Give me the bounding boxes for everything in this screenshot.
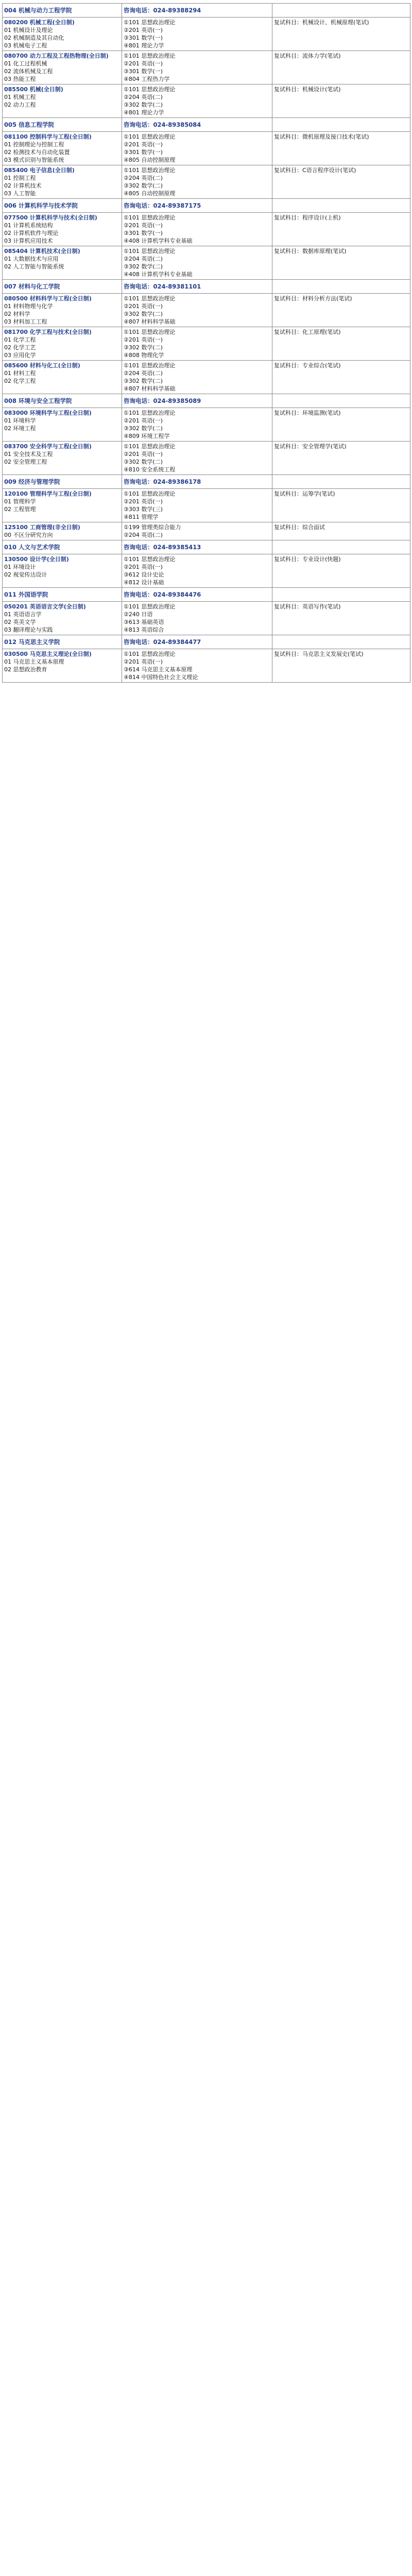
college-name: 007 材料与化工学院 (4, 282, 60, 290)
exam-subject: ④805 自动控制原理 (124, 157, 176, 163)
research-direction: 02 材料学 (4, 311, 30, 317)
research-direction: 02 英美文学 (4, 619, 36, 625)
college-name: 006 计算机科学与技术学院 (4, 201, 78, 209)
exam-subject: ①101 思想政治理论 (124, 603, 176, 610)
college-phone-label: 咨询电话： (124, 590, 153, 598)
retest-note: 复试科目：环境监测(笔试) (274, 410, 341, 416)
major-row (3, 361, 410, 394)
exam-subject: ③614 马克思主义基本原理 (124, 666, 193, 673)
exam-subject: ③302 数学(二) (124, 344, 163, 351)
research-direction: 01 化工过程机械 (4, 60, 47, 67)
research-direction: 02 计算机技术 (4, 182, 42, 189)
major-title: 125100 工商管理(非全日制) (4, 524, 80, 531)
major-cell (3, 294, 122, 327)
research-direction: 01 安全技术及工程 (4, 451, 53, 457)
retest-note: 复试科目：微机原理及接口技术(笔试) (274, 133, 369, 140)
major-row (3, 213, 410, 246)
major-title: 081700 化学工程与技术(全日制) (4, 329, 92, 335)
major-title: 085600 材料与化工(全日制) (4, 362, 80, 369)
major-cell (3, 442, 122, 475)
college-name-cell (3, 280, 122, 294)
exam-subject: ④813 英语综合 (124, 626, 164, 633)
retest-note: 复试科目：程序设计(上机) (274, 214, 341, 221)
retest-note: 复试科目：数据库原理(笔试) (274, 248, 347, 255)
exam-subject: ②204 英语(二) (124, 256, 163, 262)
exam-cell (122, 327, 272, 361)
retest-note: 复试科目：英语写作(笔试) (274, 603, 341, 610)
research-direction: 01 马克思主义基本原理 (4, 658, 64, 665)
college-phone-cell (122, 540, 272, 554)
exam-subject: ③302 数学(二) (124, 425, 163, 432)
college-empty-cell (272, 199, 410, 213)
note-cell (272, 84, 410, 118)
major-title: 077500 计算机科学与技术(全日制) (4, 214, 97, 221)
research-direction: 03 材料加工工程 (4, 318, 47, 325)
college-phone: 024-89388294 (153, 6, 201, 14)
college-phone-cell (122, 394, 272, 408)
exam-subject: ③302 数学(二) (124, 311, 163, 317)
major-row (3, 51, 410, 84)
college-name-cell (3, 588, 122, 602)
exam-cell (122, 132, 272, 165)
note-cell (272, 132, 410, 165)
exam-subject: ①101 思想政治理论 (124, 214, 176, 221)
exam-subject: ②201 英语(一) (124, 498, 163, 505)
college-phone: 024-89386178 (153, 478, 201, 485)
major-row (3, 294, 410, 327)
major-row (3, 408, 410, 442)
note-cell (272, 602, 410, 635)
major-title: 120100 管理科学与工程(全日制) (4, 490, 92, 497)
exam-subject: ④811 管理学 (124, 514, 159, 520)
exam-subject: ①101 思想政治理论 (124, 167, 176, 174)
major-cell (3, 522, 122, 540)
exam-cell (122, 489, 272, 522)
major-title: 080200 机械工程(全日制) (4, 19, 75, 26)
major-title: 083700 安全科学与工程(全日制) (4, 443, 92, 450)
research-direction: 03 翻译理论与实践 (4, 626, 53, 633)
major-title: 030500 马克思主义理论(全日制) (4, 651, 92, 657)
research-direction: 01 英语语言学 (4, 611, 42, 618)
research-direction: 01 控制理论与控制工程 (4, 141, 64, 148)
retest-note: 复试科目：专业综合(笔试) (274, 362, 341, 369)
major-cell (3, 165, 122, 199)
college-phone-label: 咨询电话： (124, 543, 153, 551)
research-direction: 01 管理科学 (4, 498, 36, 505)
exam-subject: ②201 英语(一) (124, 564, 163, 570)
exam-cell (122, 84, 272, 118)
major-cell (3, 489, 122, 522)
major-row (3, 327, 410, 361)
major-title: 085404 计算机技术(全日制) (4, 248, 80, 255)
exam-subject: ③612 设计史论 (124, 571, 164, 578)
major-cell (3, 246, 122, 280)
research-direction: 03 机械电子工程 (4, 42, 47, 49)
major-cell (3, 602, 122, 635)
exam-subject: ①101 思想政治理论 (124, 651, 176, 657)
exam-cell (122, 442, 272, 475)
college-name: 011 外国语学院 (4, 590, 48, 598)
exam-subject: ④812 设计基础 (124, 579, 164, 586)
college-phone: 024-89381101 (153, 282, 201, 290)
exam-subject: ④809 环境工程学 (124, 433, 170, 439)
research-direction: 01 环境设计 (4, 564, 36, 570)
major-cell (3, 18, 122, 51)
exam-cell (122, 554, 272, 588)
research-direction: 02 工程管理 (4, 506, 36, 513)
college-phone-label: 咨询电话： (124, 121, 153, 128)
research-direction: 01 机械设计及理论 (4, 27, 53, 33)
major-row (3, 442, 410, 475)
note-cell (272, 246, 410, 280)
major-cell (3, 51, 122, 84)
exam-subject: ①101 思想政治理论 (124, 556, 176, 563)
research-direction: 02 流体机械及工程 (4, 68, 53, 75)
note-cell (272, 408, 410, 442)
exam-subject: ③302 数学(二) (124, 182, 163, 189)
exam-subject: ①101 思想政治理论 (124, 490, 176, 497)
research-direction: 01 材料工程 (4, 370, 36, 377)
college-phone: 024-89384476 (153, 590, 201, 598)
note-cell (272, 554, 410, 588)
major-row (3, 165, 410, 199)
college-name: 009 经济与管理学院 (4, 478, 60, 485)
exam-subject: ③301 数学(一) (124, 230, 163, 236)
research-direction: 01 计算机系统结构 (4, 222, 53, 229)
exam-subject: ②204 英语(二) (124, 532, 163, 538)
note-cell (272, 442, 410, 475)
exam-subject: ④408 计算机学科专业基础 (124, 238, 193, 244)
retest-note: 复试科目：机械设计(笔试) (274, 86, 341, 93)
note-cell (272, 294, 410, 327)
exam-subject: ②204 英语(二) (124, 175, 163, 181)
research-direction: 03 人工智能 (4, 190, 36, 197)
major-cell (3, 132, 122, 165)
research-direction: 00 不区分研究方向 (4, 532, 53, 538)
exam-cell (122, 18, 272, 51)
research-direction: 02 人工智能与智能系统 (4, 263, 64, 270)
major-cell (3, 84, 122, 118)
retest-note: 复试科目：C语言程序设计(笔试) (274, 167, 356, 174)
major-row (3, 602, 410, 635)
major-title: 050201 英语语言文学(全日制) (4, 603, 86, 610)
major-row (3, 132, 410, 165)
college-phone: 024-89385084 (153, 121, 201, 128)
exam-subject: ②201 英语(一) (124, 336, 163, 343)
college-phone: 024-89385089 (153, 397, 201, 404)
research-direction: 01 化学工程 (4, 336, 36, 343)
major-row (3, 522, 410, 540)
exam-subject: ④805 自动控制原理 (124, 190, 176, 197)
exam-subject: ②201 英语(一) (124, 60, 163, 67)
college-phone-label: 咨询电话： (124, 282, 153, 290)
exam-cell (122, 408, 272, 442)
research-direction: 01 机械工程 (4, 94, 36, 100)
exam-subject: ④801 理论力学 (124, 42, 164, 49)
exam-subject: ②240 日语 (124, 611, 153, 618)
college-header-row (3, 4, 410, 18)
college-name-cell (3, 635, 122, 649)
college-phone-cell (122, 199, 272, 213)
exam-subject: ③303 数学(三) (124, 506, 163, 513)
research-direction: 03 计算机应用技术 (4, 238, 53, 244)
retest-note: 复试科目：综合面试 (274, 524, 325, 531)
college-phone-cell (122, 280, 272, 294)
college-phone: 024-89384477 (153, 638, 201, 646)
research-direction: 02 机械制造及其自动化 (4, 35, 64, 41)
college-name-cell (3, 199, 122, 213)
exam-subject: ①101 思想政治理论 (124, 443, 176, 450)
exam-cell (122, 51, 272, 84)
note-cell (272, 51, 410, 84)
exam-subject: ①101 思想政治理论 (124, 362, 176, 369)
college-name-cell (3, 475, 122, 489)
major-title: 085400 电子信息(全日制) (4, 167, 75, 174)
exam-subject: ①101 思想政治理论 (124, 53, 176, 59)
college-phone-cell (122, 475, 272, 489)
college-header-row (3, 118, 410, 132)
note-cell (272, 649, 410, 683)
note-cell (272, 327, 410, 361)
exam-subject: ③613 基础英语 (124, 619, 164, 625)
exam-subject: ①101 思想政治理论 (124, 86, 176, 93)
research-direction: 02 化学工艺 (4, 344, 36, 351)
exam-subject: ③302 数学(二) (124, 459, 163, 465)
exam-cell (122, 649, 272, 683)
exam-subject: ③302 数学(二) (124, 263, 163, 270)
exam-cell (122, 294, 272, 327)
college-header-row (3, 199, 410, 213)
note-cell (272, 165, 410, 199)
exam-subject: ①101 思想政治理论 (124, 133, 176, 140)
major-row (3, 489, 410, 522)
exam-subject: ②204 英语(二) (124, 94, 163, 100)
exam-cell (122, 522, 272, 540)
college-phone-label: 咨询电话： (124, 638, 153, 646)
exam-subject: ②201 英语(一) (124, 222, 163, 229)
retest-note: 复试科目：材料分析方法(笔试) (274, 295, 352, 302)
college-empty-cell (272, 394, 410, 408)
exam-subject: ②201 英语(一) (124, 658, 163, 665)
college-phone-cell (122, 588, 272, 602)
exam-subject: ①199 管理类综合能力 (124, 524, 181, 531)
college-header-row (3, 635, 410, 649)
catalog-table (2, 3, 410, 683)
college-phone-cell (122, 4, 272, 18)
college-phone-label: 咨询电话： (124, 201, 153, 209)
college-phone-cell (122, 118, 272, 132)
college-phone-label: 咨询电话： (124, 6, 153, 14)
college-empty-cell (272, 475, 410, 489)
college-empty-cell (272, 118, 410, 132)
retest-note: 复试科目：马克思主义发展史(笔试) (274, 651, 364, 657)
retest-note: 复试科目：机械设计、机械原理(笔试) (274, 19, 369, 26)
college-empty-cell (272, 280, 410, 294)
college-phone-label: 咨询电话： (124, 478, 153, 485)
exam-subject: ①101 思想政治理论 (124, 410, 176, 416)
exam-subject: ④814 中国特色社会主义理论 (124, 674, 198, 681)
note-cell (272, 213, 410, 246)
research-direction: 02 化学工程 (4, 378, 36, 384)
exam-subject: ①101 思想政治理论 (124, 295, 176, 302)
college-name-cell (3, 4, 122, 18)
major-title: 085500 机械(全日制) (4, 86, 63, 93)
major-title: 083000 环境科学与工程(全日制) (4, 410, 92, 416)
college-name: 005 信息工程学院 (4, 121, 55, 128)
college-phone: 024-89385413 (153, 543, 201, 551)
exam-subject: ③301 数学(一) (124, 149, 163, 156)
college-name: 008 环境与安全工程学院 (4, 397, 72, 404)
exam-subject: ②201 英语(一) (124, 303, 163, 310)
college-header-row (3, 280, 410, 294)
college-empty-cell (272, 540, 410, 554)
college-header-row (3, 588, 410, 602)
retest-note: 复试科目：流体力学(笔试) (274, 53, 341, 59)
exam-subject: ④801 理论力学 (124, 109, 164, 116)
exam-subject: ④808 物理化学 (124, 352, 164, 359)
exam-cell (122, 246, 272, 280)
research-direction: 02 动力工程 (4, 101, 36, 108)
retest-note: 复试科目：专业设计(快题) (274, 556, 341, 563)
research-direction: 02 视觉传达设计 (4, 571, 47, 578)
note-cell (272, 522, 410, 540)
major-row (3, 554, 410, 588)
exam-subject: ②204 英语(二) (124, 370, 163, 377)
college-name-cell (3, 540, 122, 554)
research-direction: 02 计算机软件与理论 (4, 230, 59, 236)
exam-cell (122, 602, 272, 635)
college-name-cell (3, 394, 122, 408)
college-phone-label: 咨询电话： (124, 397, 153, 404)
exam-subject: ②201 英语(一) (124, 141, 163, 148)
major-row (3, 18, 410, 51)
exam-cell (122, 361, 272, 394)
major-title: 080700 动力工程及工程热物理(全日制) (4, 53, 109, 59)
college-header-row (3, 540, 410, 554)
research-direction: 03 应用化学 (4, 352, 36, 359)
retest-note: 复试科目：运筹学(笔试) (274, 490, 335, 497)
exam-subject: ④408 计算机学科专业基础 (124, 271, 193, 278)
exam-cell (122, 213, 272, 246)
major-cell (3, 649, 122, 683)
research-direction: 02 检测技术与自动化装置 (4, 149, 70, 156)
note-cell (272, 361, 410, 394)
exam-subject: ①101 思想政治理论 (124, 19, 176, 26)
college-header-row (3, 475, 410, 489)
exam-subject: ①101 思想政治理论 (124, 248, 176, 255)
college-name: 004 机械与动力工程学院 (4, 6, 72, 14)
exam-subject: ②201 英语(一) (124, 451, 163, 457)
exam-subject: ③301 数学(一) (124, 35, 163, 41)
research-direction: 01 环境科学 (4, 417, 36, 424)
major-cell (3, 408, 122, 442)
college-empty-cell (272, 635, 410, 649)
research-direction: 02 安全管理工程 (4, 459, 47, 465)
college-name: 012 马克思主义学院 (4, 638, 60, 646)
college-empty-cell (272, 588, 410, 602)
major-row (3, 649, 410, 683)
exam-subject: ②201 英语(一) (124, 417, 163, 424)
exam-subject: ③301 数学(一) (124, 68, 163, 75)
research-direction: 01 大数据技术与应用 (4, 256, 59, 262)
college-phone: 024-89387175 (153, 201, 201, 209)
exam-subject: ④807 材料科学基础 (124, 318, 176, 325)
note-cell (272, 18, 410, 51)
note-cell (272, 489, 410, 522)
college-phone-cell (122, 635, 272, 649)
major-cell (3, 554, 122, 588)
major-cell (3, 327, 122, 361)
retest-note: 复试科目：化工原理(笔试) (274, 329, 341, 335)
college-header-row (3, 394, 410, 408)
major-row (3, 84, 410, 118)
college-name: 010 人文与艺术学院 (4, 543, 60, 551)
research-direction: 03 热能工程 (4, 76, 36, 82)
research-direction: 02 环境工程 (4, 425, 36, 432)
exam-cell (122, 165, 272, 199)
exam-subject: ③302 数学(二) (124, 101, 163, 108)
research-direction: 02 思想政治教育 (4, 666, 47, 673)
major-cell (3, 213, 122, 246)
exam-subject: ④807 材料科学基础 (124, 385, 176, 392)
major-cell (3, 361, 122, 394)
major-title: 081100 控制科学与工程(全日制) (4, 133, 92, 140)
exam-subject: ①101 思想政治理论 (124, 329, 176, 335)
research-direction: 03 模式识别与智能系统 (4, 157, 64, 163)
retest-note: 复试科目：安全管理学(笔试) (274, 443, 347, 450)
major-row (3, 246, 410, 280)
exam-subject: ③302 数学(二) (124, 378, 163, 384)
college-empty-cell (272, 4, 410, 18)
major-title: 130500 设计学(全日制) (4, 556, 69, 563)
exam-subject: ②201 英语(一) (124, 27, 163, 33)
college-name-cell (3, 118, 122, 132)
major-title: 080500 材料科学与工程(全日制) (4, 295, 92, 302)
research-direction: 01 控制工程 (4, 175, 36, 181)
exam-subject: ④810 安全系统工程 (124, 466, 176, 473)
research-direction: 01 材料物理与化学 (4, 303, 53, 310)
exam-subject: ④804 工程热力学 (124, 76, 170, 82)
